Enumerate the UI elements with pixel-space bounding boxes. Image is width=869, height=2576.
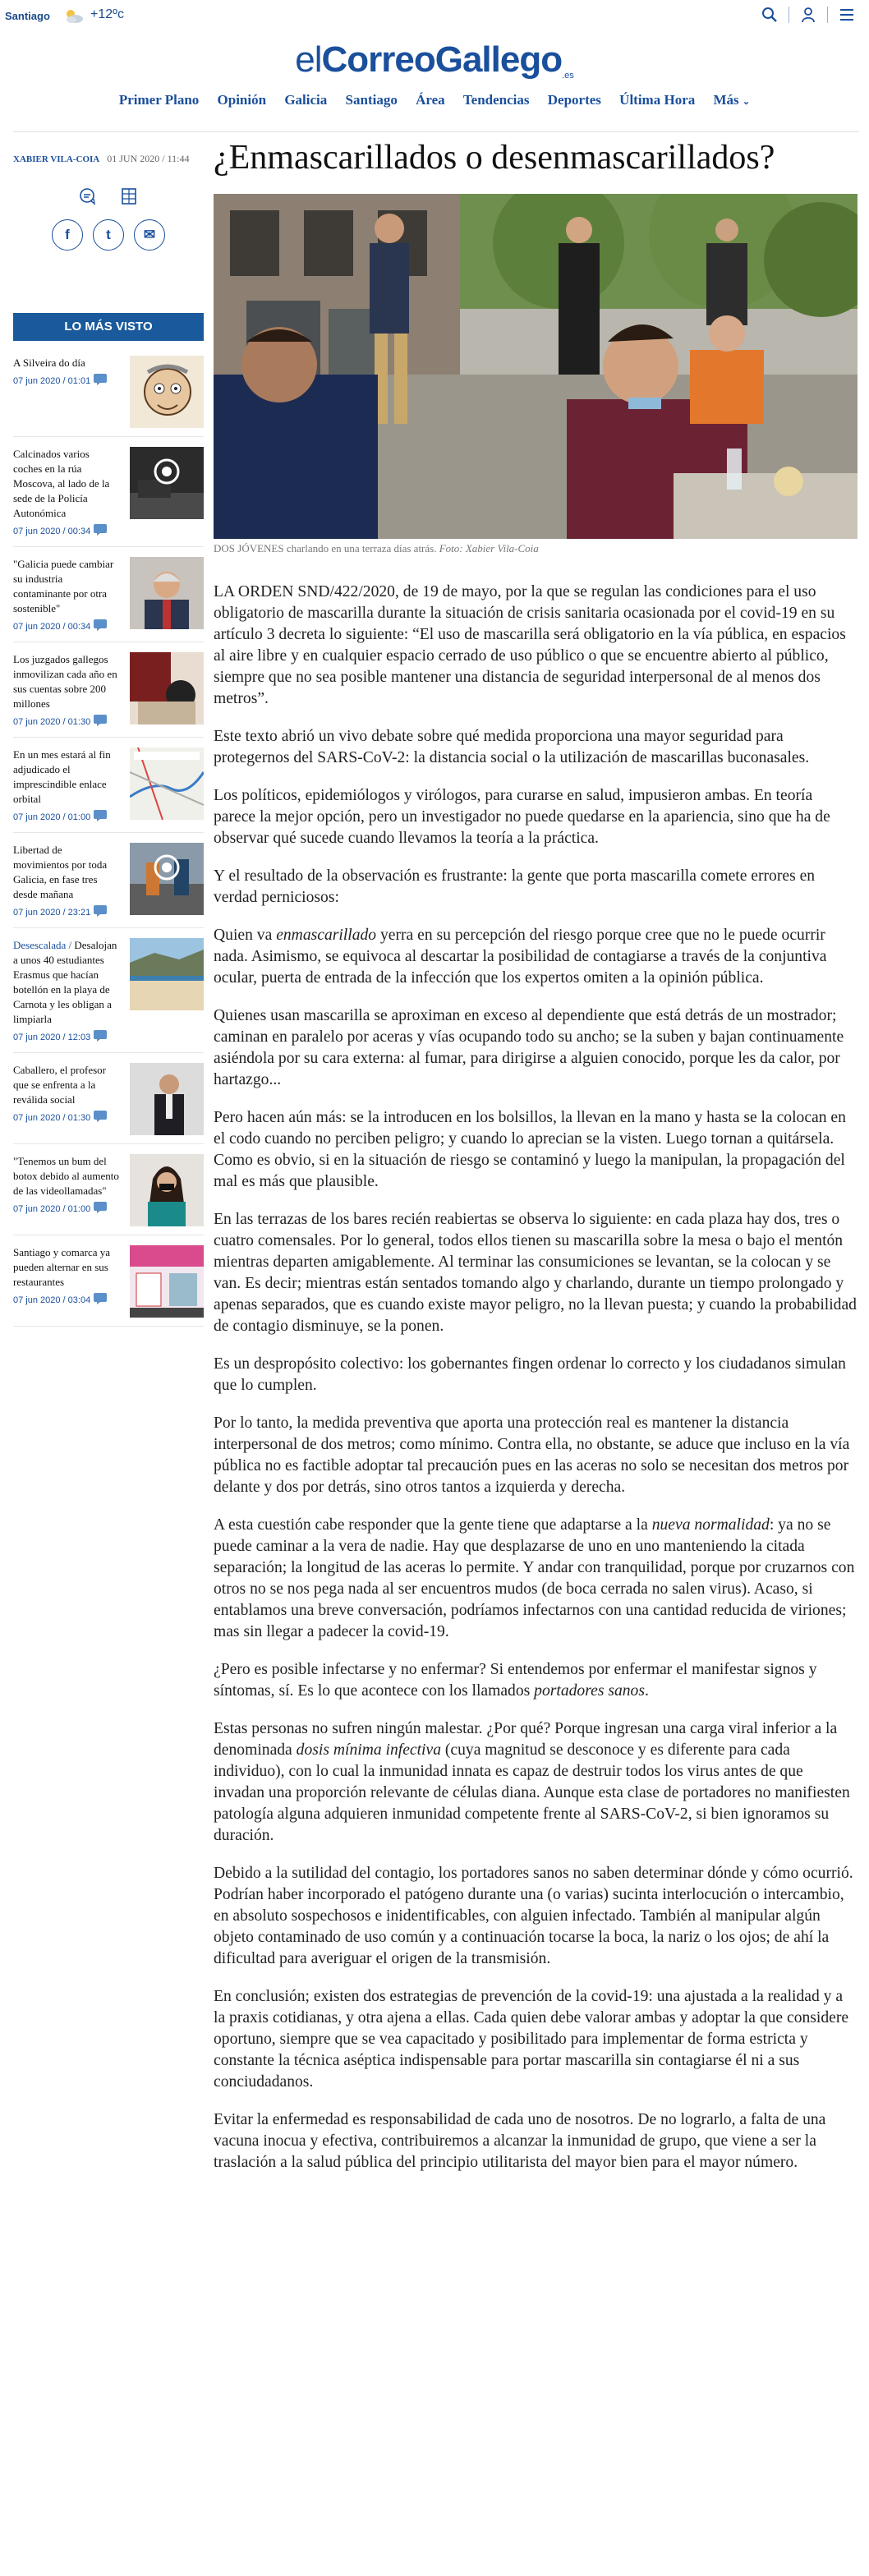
publish-date: 01 JUN 2020 / 11:44 xyxy=(107,153,190,164)
comment-icon[interactable] xyxy=(94,715,107,729)
nav-galicia[interactable]: Galicia xyxy=(284,92,328,108)
weather-temperature: +12ºc xyxy=(90,7,124,21)
paragraph-text: Estas personas no sufren ningún malestar. ¿Por qué? Porque ingresan una carga viral inferior a la denominada xyxy=(214,1720,838,1759)
list-item[interactable] xyxy=(13,1245,204,1327)
paragraph-text: . xyxy=(644,1682,649,1700)
list-item-title-text: Calcinados varios coches en la rúa Moscova, al lado de la sede de la Policía Autonómica xyxy=(13,448,110,519)
comment-icon[interactable] xyxy=(94,905,107,919)
paragraph xyxy=(214,1515,858,1643)
list-item-title[interactable] xyxy=(13,1154,120,1198)
paragraph-text: yerra en su percepción del riesgo porque cree que no le puede ocurrir nada. Asimismo, se equivoca al descartar la posibilidad de contagiarse a través de la conjuntiva ocular, puerta de entrada de la infección que los expertos omiten a la opinión pública. xyxy=(214,927,827,987)
list-item-date: 07 jun 2020 / 01:30 xyxy=(13,716,91,727)
photo-thumbnail[interactable] xyxy=(130,652,204,724)
chevron-down-icon: ⌄ xyxy=(742,97,751,107)
site-logo[interactable] xyxy=(0,39,869,80)
paragraph: En conclusión; existen dos estrategias de prevención de la covid-19: una ajustada a la realidad y a la praxis cotidianas, y otra ajena a ellas. Cada quien debe valorar ambas y adoptar la que considere oportuno, siempre que se vea capacitado y posibilitado para implementar de forma estricta y constante la técnica aséptica indispensable para portar mascarilla sin contagiarse él ni a sus conciudadanos. xyxy=(214,1988,849,2091)
user-icon[interactable] xyxy=(799,6,817,24)
list-item-title-text: Caballero, el profesor que se enfrenta a la reválida social xyxy=(13,1064,106,1106)
facebook-icon[interactable]: f xyxy=(52,219,83,251)
list-item-title[interactable] xyxy=(13,1063,120,1107)
list-item-date: 07 jun 2020 / 01:30 xyxy=(13,1112,91,1123)
most-read-list xyxy=(13,356,204,1327)
photo-thumbnail[interactable] xyxy=(130,843,204,915)
list-item-title-text: A Silveira do día xyxy=(13,356,85,369)
list-item-date: 07 jun 2020 / 00:34 xyxy=(13,621,91,632)
twitter-icon[interactable]: t xyxy=(93,219,124,251)
article-title: ¿Enmascarillados o desenmascarillados? xyxy=(214,139,775,177)
list-item-title[interactable] xyxy=(13,1245,120,1290)
list-item-title[interactable] xyxy=(13,447,120,521)
emphasis: portadores sanos xyxy=(534,1682,645,1700)
photo-thumbnail[interactable] xyxy=(130,1063,204,1135)
nav-divider xyxy=(13,131,859,132)
comment-icon[interactable] xyxy=(94,1293,107,1307)
paragraph-text: Quien va xyxy=(214,927,277,944)
nav-primer-plano[interactable]: Primer Plano xyxy=(118,92,200,108)
photo-thumbnail[interactable] xyxy=(130,1154,204,1226)
list-item[interactable] xyxy=(13,356,204,437)
nav-ultima-hora[interactable]: Última Hora xyxy=(619,92,696,108)
comment-icon[interactable] xyxy=(94,619,107,633)
photo-thumbnail[interactable] xyxy=(130,447,204,519)
list-item-title-text: En un mes estará al fin adjudicado el imprescindible enlace orbital xyxy=(13,748,111,805)
comment-icon[interactable] xyxy=(94,1030,107,1044)
search-icon[interactable] xyxy=(761,6,779,24)
nav-mas[interactable] xyxy=(714,92,751,108)
divider xyxy=(827,7,828,23)
photo-thumbnail[interactable] xyxy=(130,1245,204,1318)
list-item-title-text: Desalojan a unos 40 estudiantes Erasmus que hacían botellón en la playa de Carnota y les obligan a limpiarla xyxy=(13,939,117,1025)
paragraph xyxy=(214,1659,858,1702)
nav-tendencias[interactable]: Tendencias xyxy=(462,92,530,108)
paragraph-text: (cuya magnitud se desconoce y es diferente para cada individuo), con lo cual la inmunidad innata es capaz de destruir todos los virus antes de que invadan una proporción relevante de células diana. Aunque esta clase de portadores no manifiesten patología alguna adquieren inmunidad competente frente al SARS-CoV-2, si bien ignoramos su duración. xyxy=(214,1741,850,1844)
list-item-date: 07 jun 2020 / 01:00 xyxy=(13,1203,91,1214)
list-item[interactable] xyxy=(13,652,204,738)
paragraph: LA ORDEN SND/422/2020, de 19 de mayo, por la que se regulan las condiciones para el uso obligatorio de mascarilla durante la situación de crisis sanitaria ocasionada por el covid-19 en su artículo 3 decreta lo siguiente: “El uso de mascarilla será obligatorio en la vía pública, en espacios al aire libre y en cualquier espacio cerrado de uso público o que se encuentre abierto al público, siempre que no sea posible mantener una distancia de seguridad interpersonal de al menos dos metros”. xyxy=(214,583,846,707)
paragraph-text: A esta cuestión cabe responder que la gente tiene que adaptarse a la xyxy=(214,1516,652,1534)
author-name[interactable]: XABIER VILA-COIA xyxy=(13,154,100,164)
hero-photo[interactable] xyxy=(214,194,858,539)
caption-text: DOS JÓVENES charlando en una terraza días atrás. xyxy=(214,542,437,554)
list-item-title-text: Santiago y comarca ya pueden alternar en sus restaurantes xyxy=(13,1246,111,1288)
list-item[interactable] xyxy=(13,1063,204,1144)
email-icon[interactable]: ✉ xyxy=(134,219,165,251)
list-item-title-text: Libertad de movimientos por toda Galicia, en fase tres desde mañana xyxy=(13,844,108,900)
menu-icon[interactable] xyxy=(838,6,856,24)
list-item-title[interactable] xyxy=(13,557,120,616)
emphasis: nueva normalidad xyxy=(651,1516,770,1534)
nav-area[interactable]: Área xyxy=(416,92,445,108)
logo-prefix: el xyxy=(295,39,322,80)
sidebar xyxy=(13,153,204,1336)
logo-name: CorreoGallego xyxy=(321,39,563,80)
list-item-title[interactable] xyxy=(13,652,120,711)
paragraph: Evitar la enfermedad es responsabilidad de cada uno de nosotros. De no lograrlo, a falta de una vacuna inocua y efectiva, contribuiremos a alcanzar la inmunidad de grupo, que viene a ser la traslación a la salud pública del principio utilitarista del mayor bien para el mayor número. xyxy=(214,2111,826,2171)
list-item-title-text: Los juzgados gallegos inmovilizan cada año en sus cuentas sobre 200 millones xyxy=(13,653,117,710)
photo-thumbnail[interactable] xyxy=(130,557,204,629)
paragraph: Y el resultado de la observación es frustrante: la gente que porta mascarilla comete errores en verdad perniciosos: xyxy=(214,867,816,906)
list-item-title[interactable] xyxy=(13,938,120,1027)
weather-city: Santiago xyxy=(5,10,50,22)
top-bar xyxy=(0,0,869,33)
list-item[interactable] xyxy=(13,938,204,1053)
list-item-title[interactable] xyxy=(13,356,120,370)
list-item-date: 07 jun 2020 / 01:00 xyxy=(13,812,91,822)
comment-icon[interactable] xyxy=(94,1202,107,1216)
list-item-date: 07 jun 2020 / 03:04 xyxy=(13,1295,91,1305)
list-item-tag: Desescalada / xyxy=(13,939,72,951)
paragraph: Este texto abrió un vivo debate sobre qué medida proporciona una mayor seguridad para protegernos del SARS-CoV-2: la distancia social o la utilización de mascarillas buconasales. xyxy=(214,728,810,766)
comment-icon[interactable] xyxy=(94,1111,107,1125)
emphasis: dosis mínima infectiva xyxy=(296,1741,441,1759)
list-item[interactable] xyxy=(13,843,204,928)
utility-icons xyxy=(13,186,204,206)
photo-credit: Foto: Xabier Vila-Coia xyxy=(439,542,539,554)
nav-santiago[interactable]: Santiago xyxy=(345,92,398,108)
cartoon-thumbnail[interactable] xyxy=(130,356,204,428)
paragraph xyxy=(214,1718,858,1847)
byline xyxy=(13,153,204,165)
paragraph: En las terrazas de los bares recién reabiertas se observa lo siguiente: en cada plaza hay dos, tres o cuatro comensales. Por lo general, todos ellos tienen su mascarilla sobre la mesa o bajo el mentón mientras departen amigablemente. Al terminar las consumiciones se levantan, se la colocan y se van. Es decir; mientras están sentados tomando algo y charlando, durante un tiempo prolongado y apenas separados, que es cuando existe mayor peligro, no la llevan puesta; y cuando la probabilidad de contagio disminuye, se la ponen. xyxy=(214,1211,857,1335)
list-item-date: 07 jun 2020 / 23:21 xyxy=(13,907,91,918)
paragraph-text: : ya no se puede caminar a la vera de nadie. Hay que desplazarse de uno en uno manteniendo la citada separación; la longitud de las aceras lo permite. Y andar con tranquilidad, porque por cruzarnos con otros no se nos pega nada al ser encuentros mudos (de boca cerrada no salen virus). Acaso, si entablamos una breve conversación, podríamos infectarnos con una cantidad reducida de viriones; mas sin llegar a padecer la covid-19. xyxy=(214,1516,855,1640)
paragraph: Es un despropósito colectivo: los gobernantes fingen ordenar lo correcto y los ciudadanos simulan que lo cumplen. xyxy=(214,1355,846,1394)
nav-opinion[interactable]: Opinión xyxy=(217,92,267,108)
article-body xyxy=(214,582,858,2190)
list-item-date: 07 jun 2020 / 01:01 xyxy=(13,375,91,386)
comment-icon[interactable] xyxy=(94,524,107,538)
partly-sunny-icon xyxy=(62,7,84,25)
comment-icon[interactable] xyxy=(94,810,107,824)
main-nav xyxy=(0,92,869,108)
paragraph: Los políticos, epidemiólogos y virólogos, para curarse en salud, impusieron ambas. En teoría parece la mejor opción, pero un investigador no puede quedarse en la apariencia, sino que ha de observar qué sucede cuando llevamos la teoría a la práctica. xyxy=(214,787,830,847)
paragraph-text: ¿Pero es posible infectarse y no enfermar? Si entendemos por enfermar el manifestar signos y síntomas, sí. Es lo que acontece con los llamados xyxy=(214,1661,817,1700)
print-icon[interactable] xyxy=(119,186,139,206)
list-item-title-text: "Galicia puede cambiar su industria contaminante por otra sostenible" xyxy=(13,558,114,614)
most-read-header: LO MÁS VISTO xyxy=(13,313,204,341)
photo-caption xyxy=(214,542,539,555)
share-buttons xyxy=(13,219,204,251)
nav-deportes[interactable]: Deportes xyxy=(547,92,601,108)
paragraph: Por lo tanto, la medida preventiva que aporta una protección real es mantener la distancia interpersonal de dos metros; como mínimo. Contra ella, no obstante, se aduce que incluso en la vía pública no es factible adoptar tal precaución pues en las aceras no solo se necesitan dos metros por delante y dos por detrás, sino otros tantos a izquierda y derecha. xyxy=(214,1414,850,1496)
list-item-title-text: "Tenemos un bum del botox debido al aumento de las videollamadas" xyxy=(13,1155,119,1197)
list-item-date: 07 jun 2020 / 00:34 xyxy=(13,526,91,536)
list-item[interactable] xyxy=(13,447,204,547)
list-item-title[interactable] xyxy=(13,748,120,807)
logo-suffix: .es xyxy=(562,71,574,80)
comment-icon[interactable] xyxy=(94,374,107,388)
list-item[interactable] xyxy=(13,748,204,833)
comment-icon[interactable] xyxy=(78,186,98,206)
paragraph: Quienes usan mascarilla se aproximan en exceso al dependiente que está detrás de un mostrador; caminan en paralelo por aceras y vías ocupando todo su ancho; se la suben y bajan continuamente asiéndola por su cara externa: al fumar, para dirigirse a alguien conocido, porque les da calor, por hartazgo... xyxy=(214,1007,844,1088)
paragraph: Debido a la sutilidad del contagio, los portadores sanos no saben determinar dónde y cómo ocurrió. Podrían haber incorporado el patógeno durante una (o varias) sucinta interlocución o intercambio, en absoluto sospechosos e inidentificables, con alguien infectado. También al manipular algún objeto contaminado de uso común y a continuación tocarse la boca, la nariz o los ojos; de ahí la dificultad para averiguar el origen de la transmisión. xyxy=(214,1865,853,1967)
photo-thumbnail[interactable] xyxy=(130,938,204,1010)
list-item-title[interactable] xyxy=(13,843,120,902)
paragraph: Pero hacen aún más: se la introducen en los bolsillos, la llevan en la mano y hasta se la colocan en el codo cuando no perciben peligro; y cuando lo aprecian se la visten. Luego tornan a quitársela. Como es obvio, si en la situación de riesgo se contaminó y luego la manipulan, la propagación del mal es más que plausible. xyxy=(214,1109,846,1190)
list-item[interactable] xyxy=(13,1154,204,1235)
emphasis: enmascarillado xyxy=(276,927,377,944)
list-item-date: 07 jun 2020 / 12:03 xyxy=(13,1032,91,1042)
map-thumbnail[interactable] xyxy=(130,748,204,820)
nav-mas-label: Más xyxy=(713,92,739,108)
list-item[interactable] xyxy=(13,557,204,642)
paragraph xyxy=(214,925,858,989)
